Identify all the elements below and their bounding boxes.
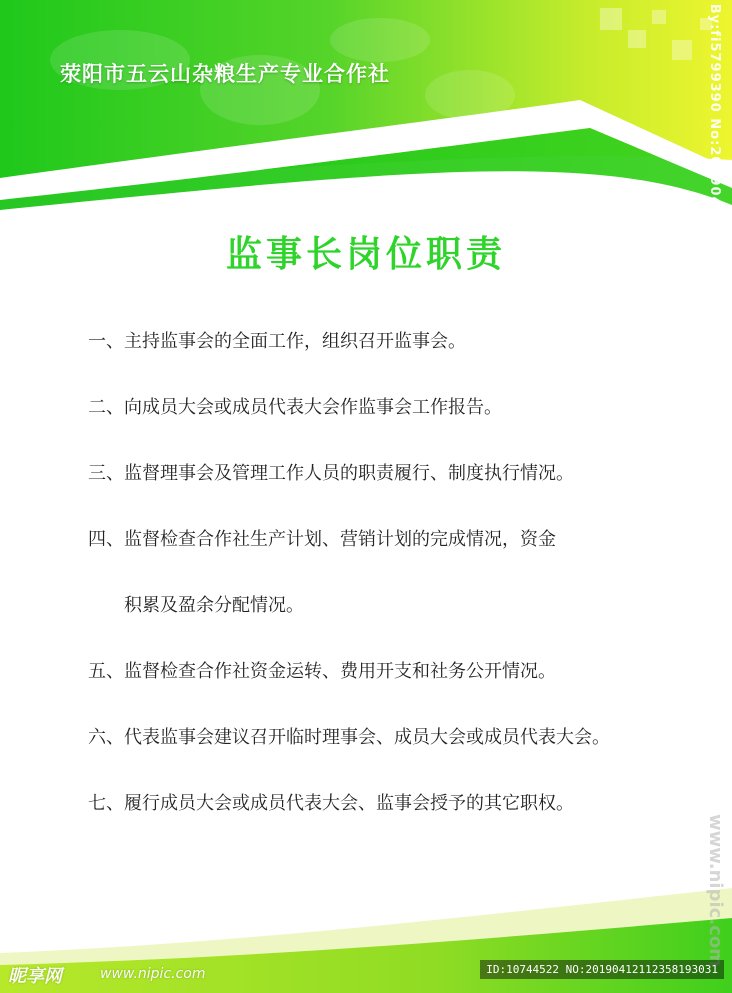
duty-item-6: 六、代表监事会建议召开临时理事会、成员大会或成员代表大会。	[88, 727, 610, 748]
watermark-id-label: ID:10744522 NO:20190412112358193031	[480, 960, 724, 979]
watermark-url: www.nipic.com	[100, 966, 206, 982]
side-watermark-top	[704, 3, 726, 347]
side-watermark-top-text: By:fi5799390 No:20190412112358193031	[707, 3, 723, 347]
duty-item-4: 四、监督检查合作社生产计划、营销计划的完成情况，资金	[88, 529, 556, 550]
duty-item-1: 一、主持监事会的全面工作，组织召开监事会。	[88, 331, 466, 352]
header-banner	[0, 0, 732, 240]
watermark-logo: 昵享网	[8, 966, 62, 987]
side-watermark-bottom-text: www.nipic.com	[704, 813, 726, 967]
duty-item-4-continued: 积累及盈余分配情况。	[124, 595, 304, 616]
duty-item-2: 二、向成员大会或成员代表大会作监事会工作报告。	[88, 397, 502, 418]
duty-item-7: 七、履行成员大会或成员代表大会、监事会授予的其它职权。	[88, 793, 574, 814]
organization-name: 荥阳市五云山杂粮生产专业合作社	[60, 62, 390, 86]
page-title: 监事长岗位职责	[225, 234, 506, 275]
duty-item-5: 五、监督检查合作社资金运转、费用开支和社务公开情况。	[88, 661, 556, 682]
duty-list	[88, 325, 708, 853]
duty-item-3: 三、监督理事会及管理工作人员的职责履行、制度执行情况。	[88, 463, 574, 484]
